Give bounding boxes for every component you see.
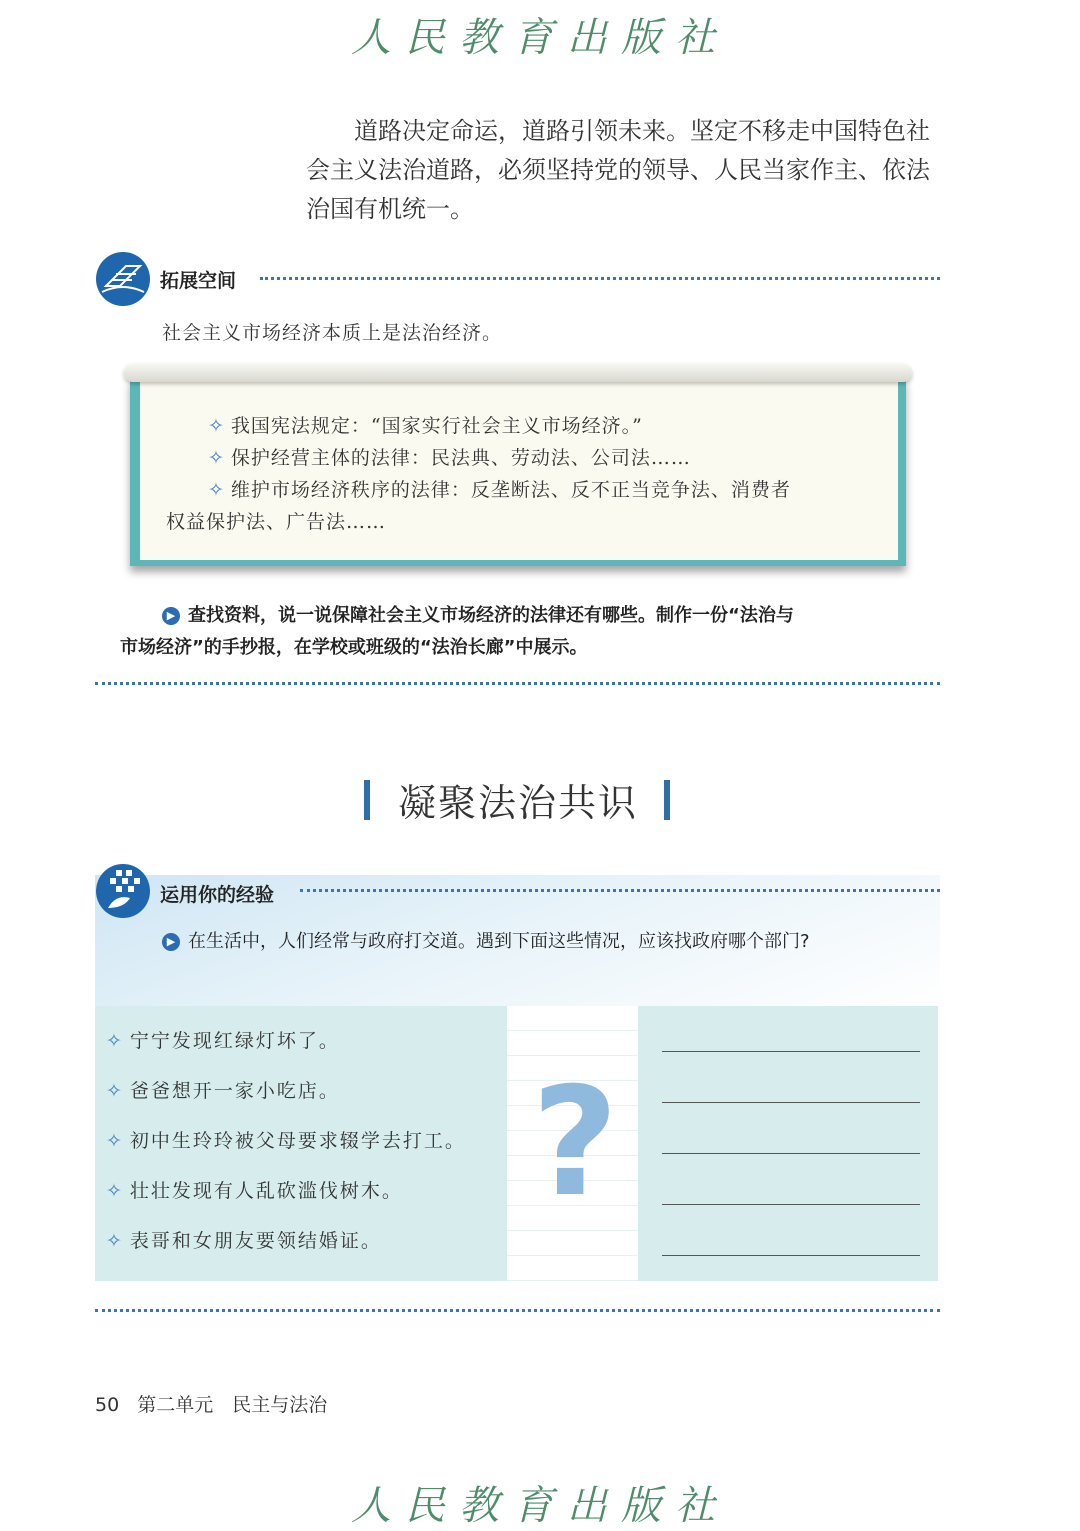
diamond-bullet-icon: ✧ bbox=[106, 1230, 124, 1252]
section-heading: 凝聚法治共识 bbox=[397, 781, 638, 825]
situation-item bbox=[106, 1076, 340, 1103]
expand-task-line2: 市场经济”的手抄报，在学校或班级的“法治长廊”中展示。 bbox=[120, 637, 588, 658]
law-item-text: 维护市场经济秩序的法律：反垄断法、反不正当竞争法、消费者 bbox=[230, 479, 791, 501]
diamond-bullet-icon: ✧ bbox=[106, 1180, 124, 1202]
answer-blank[interactable] bbox=[662, 1051, 920, 1052]
experience-section-title: 运用你的经验 bbox=[160, 884, 275, 906]
situation-item bbox=[106, 1226, 382, 1253]
experience-icon bbox=[96, 864, 150, 918]
intro-paragraph: 道路决定命运，道路引领未来。坚定不移走中国特色社会主义法治道路，必须坚持党的领导、人民当家作主、依法治国有机统一。 bbox=[306, 117, 930, 223]
diamond-bullet-icon: ✧ bbox=[208, 415, 225, 437]
answer-blank[interactable] bbox=[662, 1153, 920, 1154]
situation-text: 宁宁发现红绿灯坏了。 bbox=[129, 1030, 340, 1052]
situation-item bbox=[106, 1126, 466, 1153]
section-divider bbox=[95, 1309, 940, 1312]
diamond-bullet-icon: ✧ bbox=[106, 1030, 124, 1052]
expand-task-line1 bbox=[162, 600, 794, 632]
answer-blank[interactable] bbox=[662, 1204, 920, 1205]
expand-section-title: 拓展空间 bbox=[160, 270, 237, 292]
section-divider bbox=[260, 277, 940, 280]
situation-item bbox=[106, 1026, 340, 1053]
situation-item bbox=[106, 1176, 403, 1203]
scroll-rod bbox=[124, 364, 912, 382]
diamond-bullet-icon: ✧ bbox=[208, 447, 225, 469]
situation-text: 爸爸想开一家小吃店。 bbox=[129, 1080, 340, 1102]
law-item bbox=[208, 410, 643, 442]
publisher-watermark-bottom: 人民教育出版社 bbox=[351, 1483, 729, 1529]
situation-text: 壮壮发现有人乱砍滥伐树木。 bbox=[129, 1180, 403, 1202]
law-item-continuation: 权益保护法、广告法…… bbox=[166, 511, 387, 533]
answer-blank[interactable] bbox=[662, 1255, 920, 1256]
law-item bbox=[208, 442, 691, 474]
situation-text: 初中生玲玲被父母要求辍学去打工。 bbox=[129, 1130, 466, 1152]
expand-lead-text: 社会主义市场经济本质上是法治经济。 bbox=[162, 322, 503, 344]
expand-space-icon bbox=[96, 252, 150, 306]
experience-question bbox=[162, 926, 810, 958]
arrow-bullet-icon: ▶ bbox=[162, 933, 180, 951]
unit-title: 第二单元 民主与法治 bbox=[137, 1394, 328, 1416]
diamond-bullet-icon: ✧ bbox=[106, 1080, 124, 1102]
situation-text: 表哥和女朋友要领结婚证。 bbox=[129, 1230, 382, 1252]
page-number: 50 bbox=[95, 1394, 120, 1416]
law-item-text: 我国宪法规定：“国家实行社会主义市场经济。” bbox=[230, 415, 643, 437]
arrow-bullet-icon: ▶ bbox=[162, 607, 180, 625]
law-item bbox=[208, 474, 791, 506]
page-footer bbox=[95, 1390, 327, 1417]
publisher-watermark-top: 人民教育出版社 bbox=[351, 15, 729, 61]
answers-panel bbox=[638, 1006, 938, 1281]
diamond-bullet-icon: ✧ bbox=[208, 479, 225, 501]
section-divider bbox=[300, 889, 940, 892]
question-text: 在生活中，人们经常与政府打交道。遇到下面这些情况，应该找政府哪个部门? bbox=[188, 931, 810, 952]
heading-bar-right bbox=[664, 780, 670, 820]
question-mark: ? bbox=[531, 1056, 619, 1230]
section-divider bbox=[95, 682, 940, 685]
answer-blank[interactable] bbox=[662, 1102, 920, 1103]
law-item-text: 保护经营主体的法律：民法典、劳动法、公司法…… bbox=[230, 447, 691, 469]
diamond-bullet-icon: ✧ bbox=[106, 1130, 124, 1152]
task-text: 查找资料，说一说保障社会主义市场经济的法律还有哪些。制作一份“法治与 bbox=[188, 605, 794, 626]
